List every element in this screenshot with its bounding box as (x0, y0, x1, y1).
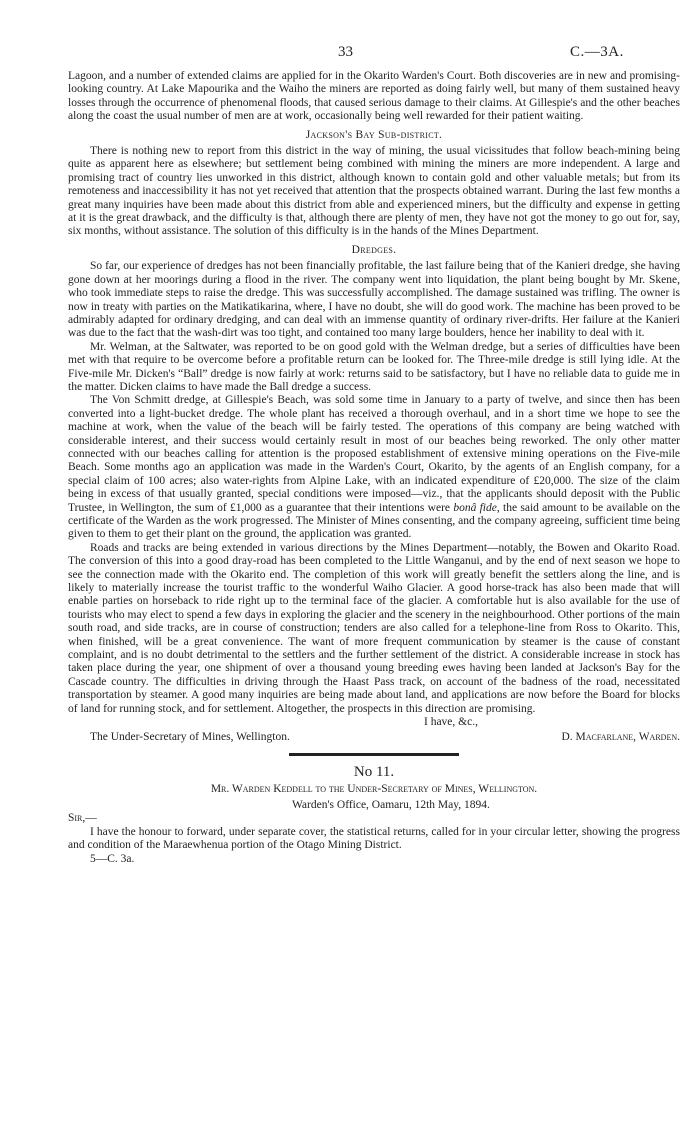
letter-salutation: Sir,— (68, 812, 97, 825)
paragraph-jacksons-bay: There is nothing new to report from this district in the way of mining, the usual vicissitudes that follow beach-mining being quite as apparent here as elsewhere; but settlement being combined with mining the miners are more independent. A large and promising tract of country lies unworked in this district, although known to contain gold and other valuable metals; but from its remoteness and inaccessibility it has not yet received that attention that the prospects obtained warrant. During the last few months a great many inquiries have been made about this district from able and experienced miners, but the difficulty and expense in getting at it is the great drawback, and the difficulty is that, although there are plenty of men, they have not got the money to go out for, say, six months, without assistance. The solution of this difficulty is in the hands of the Mines Department. (68, 145, 680, 238)
von-schmitt-text: The Von Schmitt dredge, at Gillespie's Beach, was sold some time in January to a party of twelve, and since then has been converted into a light-bucket dredge. The whole plant has received a thorough overhaul, and in a short time we hope to see the machine at work, when the value of the beach will be fairly tested. The operations of this company are being watched with considerable interest, and their success would certainly result in most of our beaches being reworked. The only other matter connected with our beaches calling for attention is the proposed establishment of extensive mining operations on the Five-mile Beach. Some months ago an application was made in the Warden's Court, Okarito, by the agents of an English company, for a special claim of 100 acres; also water-rights from Alpine Lake, with an indicated expenditure of £20,000. The size of the claim being in excess of that usually granted, special conditions were imposed—viz., that the applicants should deposit with the Public Trustee, in Wellington, the sum of £1,000 as a guarantee that their intentions were (68, 394, 680, 514)
signature: D. Macfarlane, Warden. (561, 730, 680, 743)
paragraph-welman-dredge: Mr. Welman, at the Saltwater, was reported to be on good gold with the Welman dredge, but a series of difficulties have been met with that require to be overcome before a profitable return can be looked for. The Three-mile dredge is still lying idle. At the Five-mile Mr. Dicken's “Ball” dredge is now fairly at work: returns said to be satisfactory, but I have no reliable data to guide me in the matter. Dicken claims to have made the Ball dredge a success. (68, 340, 680, 393)
letter-number-title: No 11. (353, 763, 395, 780)
bona-fide-italic: bonâ fide (453, 501, 497, 514)
document-body (68, 70, 680, 867)
letter-body: I have the honour to forward, under separate cover, the statistical returns, called for in your circular letter, showing the progress and condition of the Maraewhenua portion of the Otago Mining District. (68, 825, 680, 851)
section-divider (289, 753, 459, 756)
paragraph-lagoon: Lagoon, and a number of extended claims are applied for in the Okarito Warden's Court. Both discoveries are in new and promising-looking country. At Lake Mapourika and the Waiho the miners are reported as doing fairly well, but many of them sustained heavy losses through the occurrence of phenomenal floods, that caused serious damage to their claims. At Gillespie's and the other beaches along the coast the usual number of men are at work, occasionally being well rewarded for their patient waiting. (68, 70, 680, 123)
page-number: 33 (338, 44, 353, 60)
paragraph-von-schmitt-dredge (68, 394, 680, 541)
sign-off-i-have: I have, &c., (424, 716, 478, 729)
letter-office-date: Warden's Office, Oamaru, 12th May, 1894. (292, 798, 490, 811)
sign-off-row (68, 731, 680, 744)
letter-heading: Mr. Warden Keddell to the Under-Secretary of Mines, Wellington. (210, 783, 538, 796)
paragraph-kanieri-dredge: So far, our experience of dredges has not been financially profitable, the last failure being that of the Kanieri dredge, she having gone down at her moorings during a flood in the river. The company went into liquidation, the plant being bought by Mr. Skene, who took immediate steps to raise the dredge. This was successfully accomplished. The damage sustained was trifling. The owner is now in treaty with parties on the Matikatikarina, where, I have no doubt, she will do good work. The machine has been proved to be admirably adapted for ordinary dredging, and can deal with an immense quantity of ordinary river-drifts. Her failure at the Kanieri was due to the fact that the wash-dirt was too tight, and contained too many large boulders, hence her inability to deal with it. (68, 260, 680, 340)
von-schmitt-text-end: , the said amount to be available on the certificate of the Warden as the work progressed. The Minister of Mines consenting, and the company agreeing, sufficient time being given to them to get their plant on the ground, the application was granted. (68, 501, 680, 541)
addressee: The Under-Secretary of Mines, Wellington. (90, 730, 290, 743)
section-heading-jacksons-bay: Jackson's Bay Sub-district. (305, 128, 443, 141)
document-reference: C.—3A. (570, 44, 624, 60)
section-heading-dredges: Dredges. (351, 243, 397, 256)
paragraph-roads-tracks: Roads and tracks are being extended in various directions by the Mines Department—notably, the Bowen and Okarito Road. The conversion of this into a good dray-road has been completed to the Little Wanganui, and by the end of next season we hope to see the connection made with the Okarito end. The completion of this work will greatly benefit the settlers along the line, and is likely to materially increase the tourist traffic to the wonderful Waiho Glacier. A good horse-track has also been made that will enable parties on horseback to ride right up to the terminal face of the glacier. A comfortable hut is also available for the use of tourists who may elect to spend a few days in exploring the glacier and the scenery in the neighbourhood. Other portions of the main south road, and side tracks, are in course of construction; tenders are also called for a telephone-line from Ross to Okarito. This, when finished, will be a great convenience. The want of more frequent communication by steamer is the cause of constant complaint, and is no doubt detrimental to the settlers and the further settlement of the district. A considerable increase in stock has taken place during the year, one shipment of over a thousand young breeding ewes having been landed at Jackson's Bay for the Cascade country. The difficulties in driving through the Haast Pass track, on account of the badness of the road, necessitated transportation by steamer. A good many inquiries are being made about land, and applications are now before the Board for blocks of land for running stock, and for settlement. Altogether, the prospects in this direction are promising. (68, 541, 680, 715)
footer-reference: 5—C. 3a. (90, 853, 135, 866)
